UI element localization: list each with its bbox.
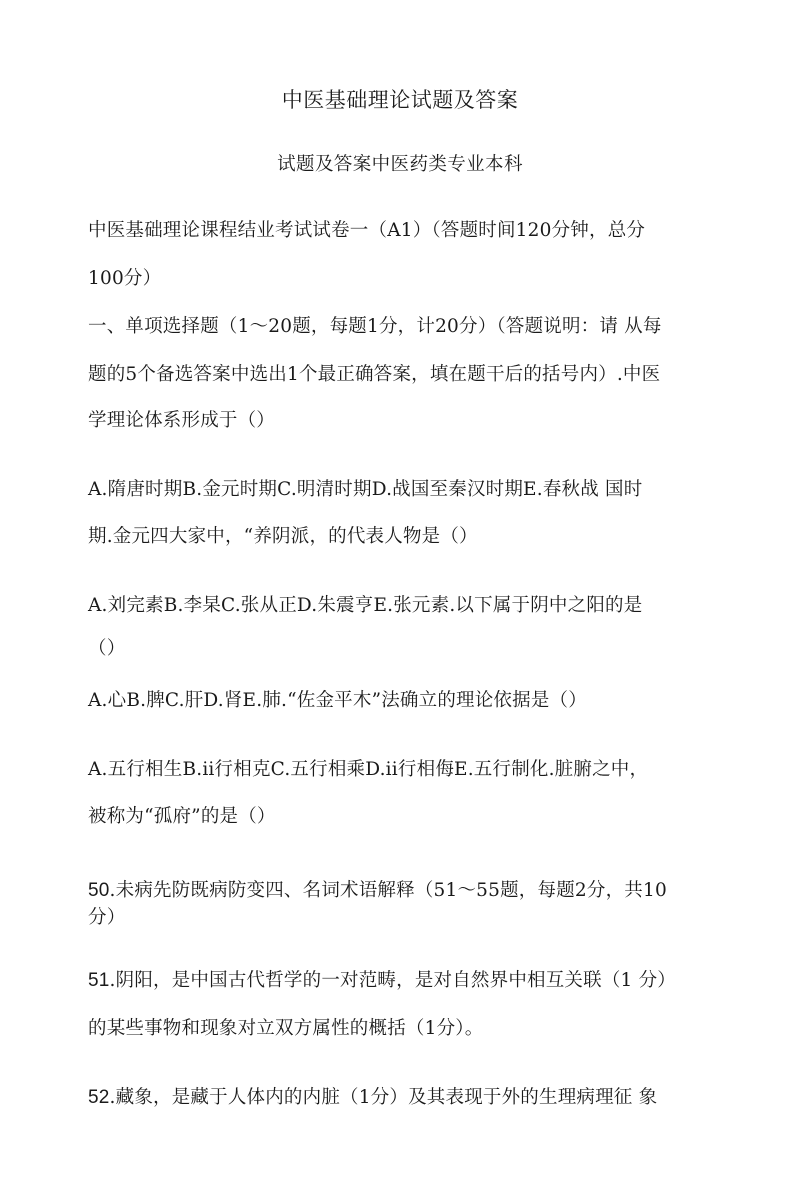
question-line: 被称为“孤府”的是（） <box>88 806 276 827</box>
document-subtitle: 试题及答案中医药类专业本科 <box>277 154 523 175</box>
question-line: （） <box>88 638 126 659</box>
answer-item-51-continued: 的某些事物和现象对立双方属性的概括（1分）。 <box>88 1018 484 1039</box>
item-text: .未病先防既病防变四、名词术语解释（51～55题，每题2分，共10 <box>109 880 667 901</box>
item-number: 50 <box>88 880 110 901</box>
exam-header-line: 中医基础理论课程结业考试试卷一（A1）（答题时间120分钟，总分 <box>88 220 646 241</box>
question-options-line: A.五行相生B.ii行相克C.五行相乘D.ii行相侮E.五行制化.脏腑之中， <box>88 759 649 780</box>
question-options-line: A.刘完素B.李杲C.张从正D.朱震亨E.张元素.以下属于阴中之阳的是 <box>88 595 643 616</box>
answer-item-52 <box>88 1085 657 1111</box>
answer-item-50 <box>88 878 667 904</box>
item-text: .阴阳，是中国古代哲学的一对范畴，是对自然界中相互关联（1 分） <box>109 970 676 991</box>
question-line: 期.金元四大家中，“养阴派，的代表人物是（） <box>88 526 478 547</box>
paragraph-line: 题的5个备选答案中选出1个最正确答案，填在题干后的括号内）.中医 <box>88 364 661 385</box>
answer-item-50-continued: 分） <box>88 907 126 928</box>
section-heading-line: 一、单项选择题（1～20题，每题1分，计20分）（答题说明：请 从每 <box>88 316 662 337</box>
item-number: 52 <box>88 1087 110 1108</box>
answer-item-51 <box>88 968 676 994</box>
document-title: 中医基础理论试题及答案 <box>281 88 519 112</box>
question-options-line: A.隋唐时期B.金元时期C.明清时期D.战国至秦汉时期E.春秋战 国时 <box>88 479 643 500</box>
item-number: 51 <box>88 970 110 991</box>
exam-header-line: 100分） <box>88 268 162 289</box>
item-text: .藏象，是藏于人体内的内脏（1分）及其表现于外的生理病理征 象 <box>109 1087 658 1108</box>
paragraph-line: 学理论体系形成于（） <box>88 410 276 431</box>
question-options-line: A.心B.脾C.肝D.肾E.肺.“佐金平木”法确立的理论依据是（） <box>88 690 587 711</box>
